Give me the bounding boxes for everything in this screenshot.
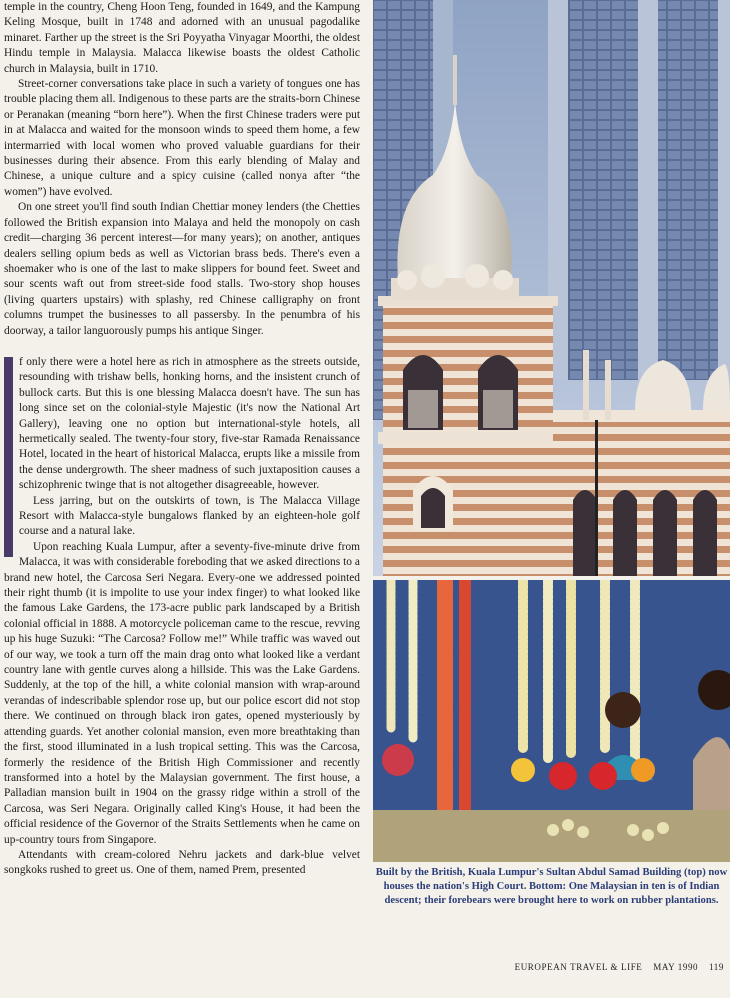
page-number: 119 [709,962,724,972]
article-paragraph: f only there were a hotel here as rich in atmosphere as the streets outside, resounding with trishaw bells, honking horns, and the insistent crunch of bullock carts. But this is one blessing Malacca doesn't have. The sun has long since set on the colonial-style Majestic (it's now the National Art Gallery), leaving one no option but international-style hotels, all hermetically sealed. The twenty-four story, five-star Ramada Renaissance Hotel, located in the heart of historical Malacca, erupts like a missile from the dense undergrowth. The sheer madness of such juxtaposition causes a schizophrenic twinge that is not altogether disagreeable, however. [19,355,360,492]
article-column [4,0,360,879]
article-paragraph: temple in the country, Cheng Hoon Teng, founded in 1649, and the Kampung Keling Mosque, built in 1748 and adorned with an unusual pagodalike minaret. Farther up the street is the Sri Poyyatha Vinyagar Moorthi, the oldest Hindu temple in Malaysia. Malacca likewise boasts the oldest Catholic church in Malaysia, built in 1710. [4,1,360,75]
article-paragraph: Upon reaching Kuala Lumpur, after a seventy-five-minute drive from Malacca, it was with considerable foreboding that we asked directions to a brand new hotel, the Carcosa Seri Negara. Every-one we addressed pointed their right thumb (it is impolite to use your index finger) to what looked like the famous Lake Gardens, the 173-acre public park landscaped by a British colonial official in 1888. A motorcycle policeman came to the rescue, revving up his huge Suzuki: “The Carcosa? Follow me!” While traffic was waved out of our way, we took a turn off the main drag onto what looked like a verdant country lane with gentle curves along a hillside. This was the Lake Gardens. Suddenly, at the top of the hill, a white colonial mansion with wrap-around verandas of indescribable splendor rose up, but our police escort did not stop there. We continued on through black iron gates, opened mysteriously by attending guards. Yet another colonial mansion, even more breathtaking than the first, stood illuminated in a lush tropical setting. This was the Carcosa, formerly the residence of the British High Commissioner and recently transformed into a hotel by the Malaysian government. The first house, a Palladian mansion built in 1904 on the grassy ridge within a stroll of the Carcosa, was Seri Negara. Originally called King's House, it had been the official residence of the Governor of the Straits Settlements when he came on up-country tours from Singapore. [4,540,360,846]
article-paragraph: On one street you'll find south Indian Chettiar money lenders (the Chetties followed the British expansion into Malaya and held the monopoly on cash credit—charging 36 percent interest—for many years); on another, antiques dealers selling opium beds as well as Victorian brass beds. There's even a shoemaker who is one of the last to make slippers for bound feet. Sweet and sour scents waft out from street-side food stalls. Two-story shop houses (living quarters upstairs) with splashy, red Chinese calligraphy on front columns trumpet the businesses to all passersby. In the penumbra of his doorway, a tailor languorously pumps his antique Singer. [4,201,360,337]
photo-sultan-abdul-samad-building [373,0,730,576]
article-paragraph: Less jarring, but on the outskirts of town, is The Malacca Village Resort with Malacca-style bungalows flanked by an eighteen-hole golf course and a natural lake. [19,494,360,538]
magazine-name: EUROPEAN TRAVEL & LIFE [514,962,643,972]
drop-cap-bar [4,357,13,557]
photo-caption: Built by the British, Kuala Lumpur's Sultan Abdul Samad Building (top) now houses the nation's High Court. Bottom: One Malaysian in ten is of Indian descent; their forebears were brought here to work on rubber plantations. [375,867,728,906]
photo-garland-vendor [373,580,730,862]
garland-illustration [373,580,730,862]
article-paragraph: Attendants with cream-colored Nehru jackets and dark-blue velvet songkoks rushed to greet us. One of them, named Prem, presented [4,848,360,877]
issue-date: MAY 1990 [653,962,699,972]
article-paragraph: Street-corner conversations take place in such a variety of tongues one has trouble placing them all. Indigenous to these parts are the straits-born Chinese or Peranakan (meaning “born here”). When the first Chinese traders were put in at Malacca and waited for the monsoon winds to speed them home, a few intermarried with local women who proved valuable guardians for their businesses during their absence. From this early blending of Malay and Chinese, a unique culture and a spicy cuisine (called nonya after “the women”) have evolved. [4,78,360,198]
building-illustration [373,0,730,576]
page-footer [507,962,724,972]
